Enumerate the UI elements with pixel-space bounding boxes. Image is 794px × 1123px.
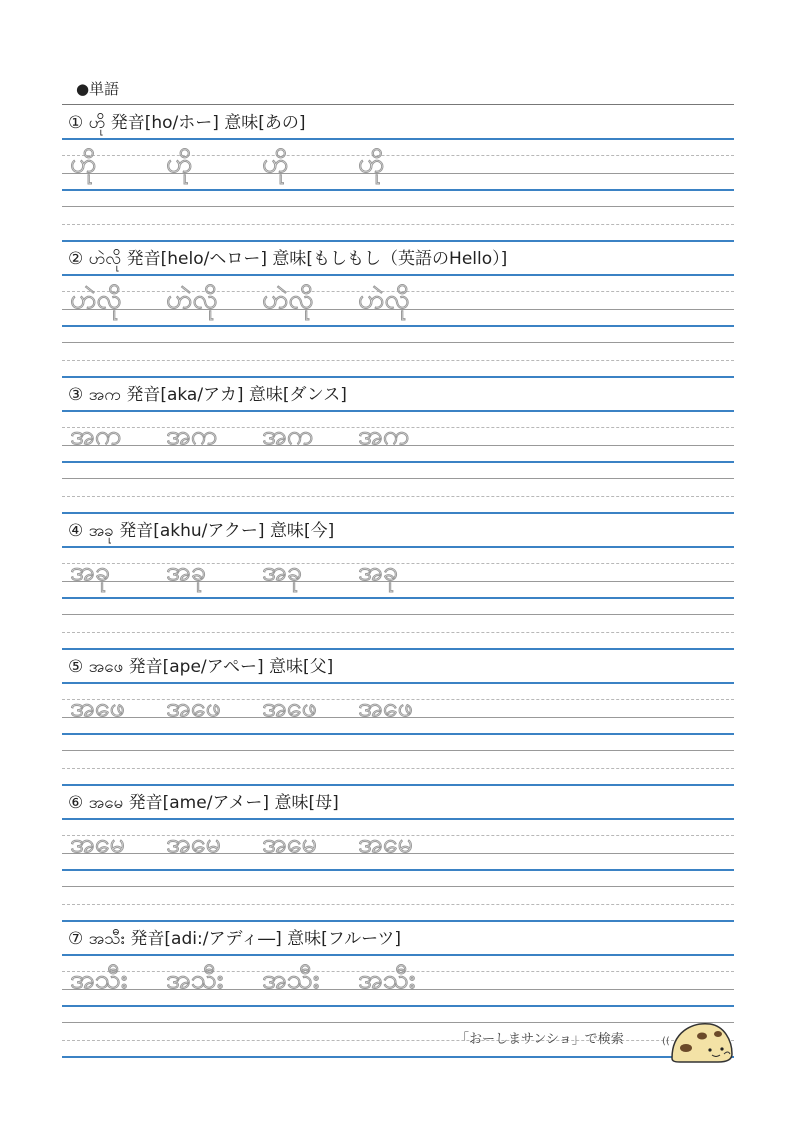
trace-row [70,826,570,866]
trace-word: အမေ [358,828,413,859]
entry-heading [68,652,333,681]
trace-word: ဟဲလို [166,284,218,315]
meaning-label: 意味 [274,793,309,813]
entry-heading [68,516,334,545]
trace-row [70,418,570,458]
pronunciation: [ape/アペー] [162,657,264,677]
pronunciation: [helo/ヘロー] [160,249,267,269]
trace-row [70,690,570,730]
entry-heading [68,380,347,409]
trace-word: အက [262,420,314,451]
trace-word: အခု [70,556,110,587]
trace-row [70,554,570,594]
entry-block [62,922,734,1074]
pronunciation: [aka/アカ] [160,385,244,405]
trace-word: အဖေ [262,692,317,723]
trace-row [70,962,570,1002]
entry-block [62,106,734,258]
trace-word: အမေ [70,828,125,859]
entry-word: ဟို [88,113,106,133]
trace-word: အသီး [262,964,320,995]
footer-search-note: 「おーしまサンショ」で検索 [456,1032,624,1047]
entry-heading [68,924,401,953]
entry-number: ④ [68,521,84,541]
entry-number: ⑦ [68,929,84,949]
entry-word: အမေ [88,793,124,813]
trace-word: အဖေ [358,692,413,723]
trace-word: ဟို [70,148,97,179]
section-title: ●単語 [76,80,120,98]
entry-number: ① [68,113,84,133]
trace-word: အခု [262,556,302,587]
trace-word: အဖေ [70,692,125,723]
svg-text:((: (( [662,1036,670,1047]
meaning: [フルーツ] [321,929,402,949]
entry-word: ဟဲလို [88,249,122,269]
entry-block [62,514,734,666]
entry-heading [68,244,507,273]
trace-row [70,146,570,186]
pronunciation-label: 発音 [128,793,163,813]
meaning: [もしもし（英語のHello）] [306,249,508,269]
entry-block [62,378,734,530]
trace-word: အသီး [166,964,224,995]
trace-word: ဟဲလို [70,284,122,315]
trace-word: အက [166,420,218,451]
meaning-label: 意味 [287,929,322,949]
trace-word: ဟို [358,148,385,179]
trace-word: အခု [166,556,206,587]
entry-heading [68,788,339,817]
trace-word: ဟို [166,148,193,179]
pronunciation-label: 発音 [126,385,161,405]
trace-word: အက [70,420,122,451]
pronunciation-label: 発音 [119,521,154,541]
meaning-label: 意味 [224,113,259,133]
meaning-label: 意味 [269,657,304,677]
entry-heading [68,108,306,137]
trace-word: ဟဲလို [358,284,410,315]
pronunciation-label: 発音 [130,929,165,949]
entry-block [62,786,734,938]
pronunciation-label: 発音 [110,113,145,133]
meaning-label: 意味 [269,521,304,541]
entry-number: ③ [68,385,84,405]
top-divider [62,104,734,105]
trace-word: ဟဲလို [262,284,314,315]
trace-word: ဟို [262,148,289,179]
salamander-mascot-icon [662,1014,736,1064]
trace-word: အဖေ [166,692,221,723]
trace-word: အသီး [358,964,416,995]
meaning: [ダンス] [282,385,347,405]
trace-word: အခု [358,556,398,587]
pronunciation-label: 発音 [126,249,161,269]
entry-number: ② [68,249,84,269]
entry-word: အခု [88,521,114,541]
meaning-label: 意味 [248,385,283,405]
meaning-label: 意味 [272,249,307,269]
entry-word: အသီး [88,929,126,949]
pronunciation-label: 発音 [128,657,163,677]
trace-word: အသီး [70,964,128,995]
entry-word: အက [88,385,121,405]
meaning: [あの] [258,113,306,133]
trace-word: အမေ [262,828,317,859]
trace-word: အက [358,420,410,451]
meaning: [母] [308,793,339,813]
meaning: [今] [303,521,335,541]
entry-block [62,650,734,802]
trace-row [70,282,570,322]
entry-word: အဖေ [88,657,124,677]
trace-word: အမေ [166,828,221,859]
meaning: [父] [303,657,334,677]
entry-number: ⑥ [68,793,84,813]
pronunciation: [ame/アメー] [162,793,270,813]
pronunciation: [akhu/アクー] [153,521,265,541]
entry-block [62,242,734,394]
pronunciation: [ho/ホー] [144,113,219,133]
pronunciation: [adi:/アディ―] [164,929,282,949]
entry-number: ⑤ [68,657,84,677]
